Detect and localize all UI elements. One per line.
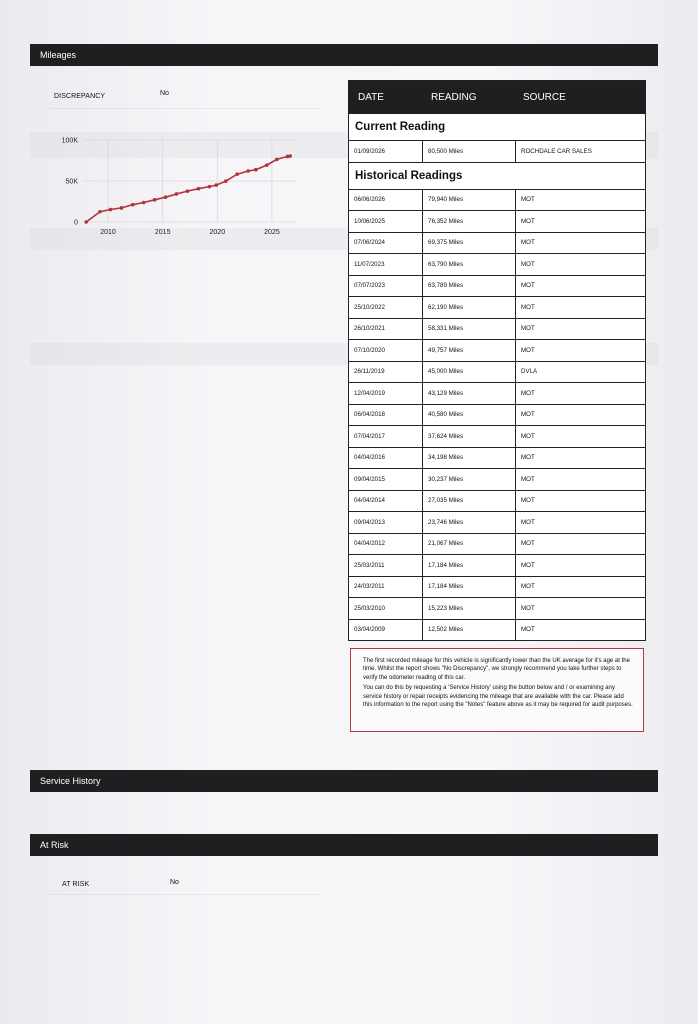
cell-source: MOT [521,260,535,268]
cell-source: MOT [521,389,535,397]
data-point [224,179,228,183]
cell-source: MOT [521,432,535,440]
cell-date: 24/03/2011 [349,577,423,598]
at-risk-section-header [30,834,658,856]
table-row [349,233,645,255]
cell-reading: 17,184 Miles [423,577,516,598]
mileage-notice-box [350,648,644,732]
cell-date: 25/03/2011 [349,555,423,576]
cell-reading: 63,790 Miles [423,254,516,275]
cell-date: 07/06/2024 [349,233,423,254]
x-tick-label: 2015 [154,229,171,236]
cell-reading: 43,129 Miles [423,383,516,404]
historical-readings-title [349,163,645,190]
historical-readings-title-text: Historical Readings [355,169,463,182]
x-tick-label: 2010 [100,229,116,236]
cell-date: 07/04/2017 [349,426,423,447]
data-point [186,189,190,193]
table-row [349,254,645,276]
table-row [349,512,645,534]
cell-date: 10/06/2025 [349,211,423,232]
cell-reading: 49,757 Miles [423,340,516,361]
table-row [349,319,645,341]
cell-date: 04/04/2016 [349,448,423,469]
current-date: 01/09/2026 [349,141,423,162]
service-history-title: Service History [40,776,101,786]
data-point [235,172,239,176]
table-row [349,620,645,641]
table-row [349,383,645,405]
cell-source: MOT [521,196,535,204]
data-point [84,220,88,224]
table-row [349,211,645,233]
header-source: SOURCE [523,92,566,103]
table-row [349,598,645,620]
cell-date: 09/04/2013 [349,512,423,533]
historical-rows [349,190,645,641]
y-tick-label: 50K [65,178,78,186]
cell-reading: 45,000 Miles [423,362,516,383]
current-source: ROCHDALE CAR SALES [521,147,592,155]
cell-reading: 21,067 Miles [423,534,516,555]
cell-reading: 34,198 Miles [423,448,516,469]
current-reading-title [349,114,645,141]
table-row [349,405,645,427]
table-row [349,276,645,298]
cell-date: 26/10/2021 [349,319,423,340]
mileage-table [348,80,646,641]
cell-date: 26/11/2019 [349,362,423,383]
cell-date: 06/06/2026 [349,190,423,211]
table-row [349,555,645,577]
data-point [142,201,146,205]
cell-source: MOT [521,325,535,333]
cell-source: MOT [521,217,535,225]
table-header [349,81,645,114]
service-history-section-header [30,770,658,792]
cell-source: MOT [521,518,535,526]
cell-source: MOT [521,561,535,569]
cell-reading: 69,375 Miles [423,233,516,254]
cell-date: 25/03/2010 [349,598,423,619]
cell-date: 06/04/2018 [349,405,423,426]
cell-date: 25/10/2022 [349,297,423,318]
table-row [349,362,645,384]
cell-date: 04/04/2012 [349,534,423,555]
cell-reading: 58,331 Miles [423,319,516,340]
cell-date: 07/07/2023 [349,276,423,297]
series-line [86,156,290,222]
notice-paragraph-1: The first recorded mileage for this vehicle is significantly lower than the UK average for it's age at the time. Whilst the report shows "No Discrepancy", we strongly recommend you take further steps to verify the odometer reading of this car. [363,658,630,681]
cell-reading: 76,352 Miles [423,211,516,232]
data-point [265,163,269,167]
cell-date: 04/04/2014 [349,491,423,512]
notice-paragraph-2: You can do this by requesting a 'Service History' using the button below and / or examining any service history or repair receipts evidencing the mileage that are available with the car. Please add this information to the report using the "Notes" feature above as it may be required for audit purposes. [363,685,633,709]
at-risk-title: At Risk [40,840,69,850]
cell-source: MOT [521,411,535,419]
data-point [109,208,113,212]
cell-reading: 37,624 Miles [423,426,516,447]
data-point [131,203,135,207]
cell-source: MOT [521,604,535,612]
mileage-chart [50,128,300,238]
discrepancy-value: No [160,90,169,97]
data-point [208,185,212,189]
at-risk-label: AT RISK [62,881,90,888]
at-risk-value: No [170,879,179,886]
cell-source: MOT [521,282,535,290]
current-reading: 80,500 Miles [423,141,516,162]
data-point [153,198,157,202]
cell-date: 11/07/2023 [349,254,423,275]
y-tick-label: 0 [74,219,78,227]
cell-reading: 63,789 Miles [423,276,516,297]
cell-source: MOT [521,475,535,483]
cell-reading: 27,035 Miles [423,491,516,512]
table-row [349,491,645,513]
cell-date: 07/10/2020 [349,340,423,361]
mileages-section-header [30,44,658,66]
current-reading-row [349,141,645,163]
cell-source: MOT [521,346,535,354]
cell-source: MOT [521,497,535,505]
x-tick-label: 2020 [209,229,226,236]
data-point [288,154,292,158]
cell-reading: 62,190 Miles [423,297,516,318]
cell-reading: 15,223 Miles [423,598,516,619]
cell-source: MOT [521,454,535,462]
current-reading-title-text: Current Reading [355,121,446,133]
divider [50,108,320,109]
divider [50,894,320,895]
data-point [98,210,102,214]
cell-reading: 17,184 Miles [423,555,516,576]
data-point [164,195,168,199]
table-row [349,426,645,448]
table-row [349,340,645,362]
table-row [349,448,645,470]
cell-reading: 23,746 Miles [423,512,516,533]
cell-date: 03/04/2009 [349,620,423,641]
data-point [214,183,218,187]
mileages-title: Mileages [40,50,77,60]
data-point [197,187,201,191]
cell-reading: 30,237 Miles [423,469,516,490]
cell-source: DVLA [521,368,538,376]
header-reading: READING [431,92,477,103]
cell-source: MOT [521,583,535,591]
cell-source: MOT [521,303,535,311]
cell-source: MOT [521,540,535,548]
table-row [349,297,645,319]
header-date: DATE [358,92,384,103]
table-row [349,534,645,556]
data-point [120,206,124,210]
cell-reading: 79,940 Miles [423,190,516,211]
cell-source: MOT [521,626,535,634]
y-tick-label: 100K [61,137,78,145]
data-point [246,169,250,173]
cell-reading: 12,502 Miles [423,620,516,641]
cell-date: 12/04/2019 [349,383,423,404]
table-row [349,577,645,599]
cell-reading: 40,580 Miles [423,405,516,426]
data-point [175,192,179,196]
data-point [254,168,258,172]
data-point [275,158,279,162]
cell-source: MOT [521,239,535,247]
cell-date: 09/04/2015 [349,469,423,490]
discrepancy-label: DISCREPANCY [54,93,106,100]
table-row [349,190,645,212]
table-row [349,469,645,491]
x-tick-label: 2025 [264,229,280,236]
